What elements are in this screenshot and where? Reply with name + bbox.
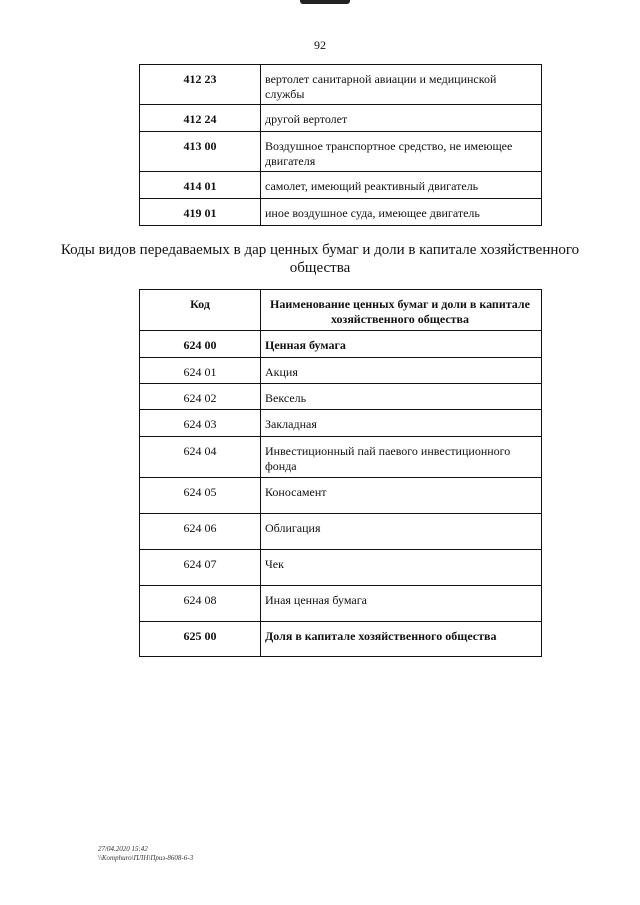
name-cell: другой вертолет — [261, 105, 542, 132]
name-cell: Ценная бумага — [261, 331, 542, 358]
table-row — [140, 199, 542, 226]
table-row — [140, 478, 542, 514]
name-cell: иное воздушное суда, имеющее двигатель — [261, 199, 542, 226]
section-heading: Коды видов передаваемых в дар ценных бумаг и доли в капитале хозяйственного общества — [60, 242, 580, 276]
code-cell: 414 01 — [140, 172, 261, 199]
name-cell: Вексель — [261, 384, 542, 410]
table-row — [140, 410, 542, 437]
table-row — [140, 437, 542, 478]
code-cell: 624 01 — [140, 358, 261, 384]
footer-path: \\Komphuro\ПЛН\Приз-8608-6-3 — [98, 854, 194, 862]
code-cell: 624 05 — [140, 478, 261, 514]
scan-mark — [300, 0, 350, 4]
securities-codes-table — [139, 289, 542, 657]
name-cell: Доля в капитале хозяйственного общества — [261, 622, 542, 657]
code-cell: 624 02 — [140, 384, 261, 410]
name-cell: Иная ценная бумага — [261, 586, 542, 622]
table-row — [140, 514, 542, 550]
table-row — [140, 586, 542, 622]
name-cell: Облигация — [261, 514, 542, 550]
header-name: Наименование ценных бумаг и доли в капитале хозяйственного общества — [261, 290, 542, 331]
header-code: Код — [140, 290, 261, 331]
code-cell: 412 24 — [140, 105, 261, 132]
code-cell: 625 00 — [140, 622, 261, 657]
code-cell: 412 23 — [140, 65, 261, 105]
name-cell: Воздушное транспортное средство, не имеющее двигателя — [261, 132, 542, 172]
name-cell: вертолет санитарной авиации и медицинской службы — [261, 65, 542, 105]
footer-date: 27/04.2020 15:42 — [98, 845, 148, 853]
table-row — [140, 331, 542, 358]
code-cell: 624 08 — [140, 586, 261, 622]
code-cell: 413 00 — [140, 132, 261, 172]
code-cell: 419 01 — [140, 199, 261, 226]
code-cell: 624 04 — [140, 437, 261, 478]
code-cell: 624 00 — [140, 331, 261, 358]
table-row — [140, 132, 542, 172]
name-cell: Чек — [261, 550, 542, 586]
name-cell: Инвестиционный пай паевого инвестиционного фонда — [261, 437, 542, 478]
page-number: 92 — [314, 38, 326, 52]
name-cell: Акция — [261, 358, 542, 384]
table-row — [140, 384, 542, 410]
table-row — [140, 65, 542, 105]
table-row — [140, 105, 542, 132]
table-row — [140, 172, 542, 199]
name-cell: Закладная — [261, 410, 542, 437]
table-header-row — [140, 290, 542, 331]
table-row — [140, 358, 542, 384]
aircraft-codes-table — [139, 64, 542, 226]
code-cell: 624 06 — [140, 514, 261, 550]
table-row — [140, 550, 542, 586]
code-cell: 624 03 — [140, 410, 261, 437]
name-cell: самолет, имеющий реактивный двигатель — [261, 172, 542, 199]
name-cell: Коносамент — [261, 478, 542, 514]
code-cell: 624 07 — [140, 550, 261, 586]
footer-stamp — [98, 845, 193, 863]
table-row — [140, 622, 542, 657]
